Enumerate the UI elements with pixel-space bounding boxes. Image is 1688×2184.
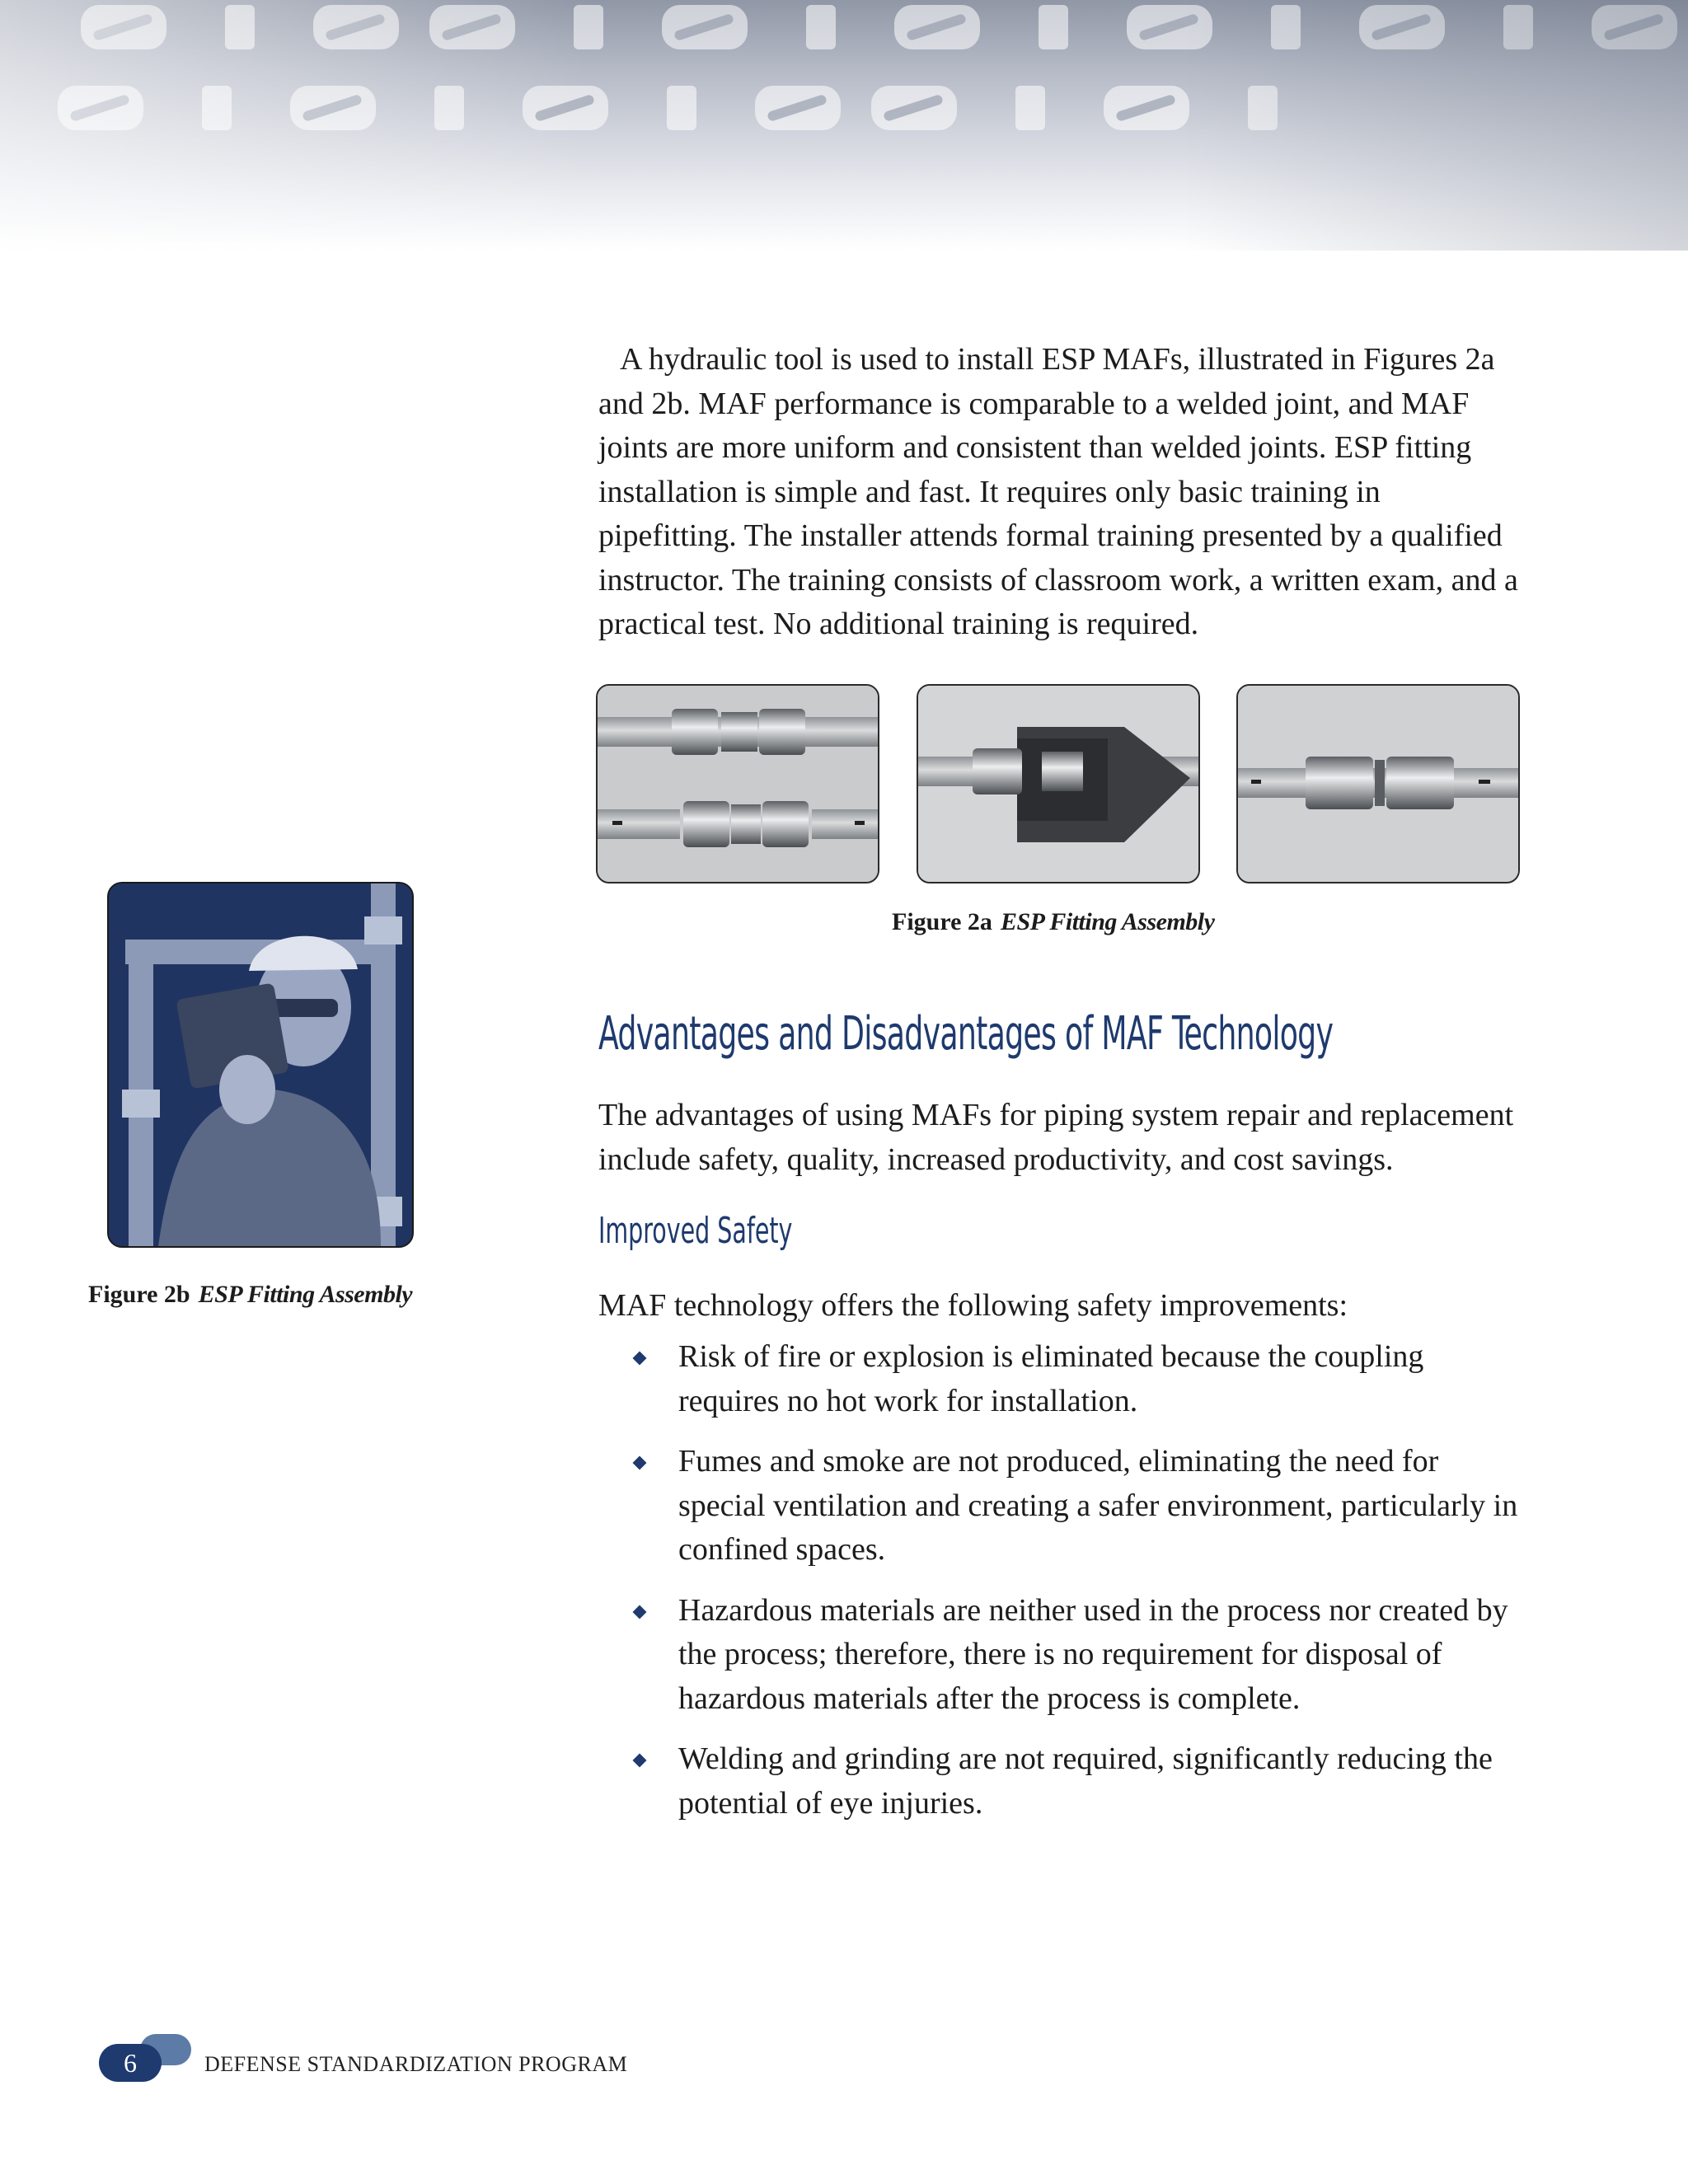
bullet-text: Hazardous materials are neither used in the process nor created by the process; therefore, there is no requirement for disposal of hazardous materials after the process is complete. — [678, 1592, 1508, 1716]
figure-2a-photo-1 — [596, 684, 879, 883]
binary-banner — [0, 0, 1688, 251]
bullet-text: Fumes and smoke are not produced, eliminating the need for special ventilation and creating a safer environment, particularly in confined spaces. — [678, 1444, 1518, 1567]
intro-paragraph: A hydraulic tool is used to install ESP MAFs, illustrated in Figures 2a and 2b. MAF performance is comparable to a welded joint, and MAF joints are more uniform and consistent than welded joints. ESP fitting installation is simple and fast. It requires only basic training in pipefitting. The installer attends formal training presented by a qualified instructor. The training consists of classroom work, a written exam, and a practical test. No additional training is required. — [598, 342, 1518, 641]
figure-2a-photo-2 — [917, 684, 1200, 883]
binary-row-top — [81, 5, 1688, 49]
diamond-bullet-icon — [633, 1352, 647, 1366]
list-item — [598, 1589, 1522, 1722]
safety-bullet-list — [598, 1335, 1522, 1842]
section-heading: Advantages and Disadvantages of MAF Technology — [598, 1007, 1334, 1061]
figure-2a-title: ESP Fitting Assembly — [1000, 908, 1215, 935]
figure-2b-title: ESP Fitting Assembly — [198, 1281, 413, 1308]
bullet-text: Welding and grinding are not required, significantly reducing the potential of eye injuries. — [678, 1741, 1493, 1821]
figure-2b-number: Figure 2b — [88, 1281, 190, 1308]
list-item — [598, 1737, 1522, 1825]
diamond-bullet-icon — [633, 1754, 647, 1768]
figure-2a-photo-3 — [1236, 684, 1520, 883]
hydraulic-tool-image — [918, 686, 1198, 882]
figure-2a-caption — [892, 908, 1214, 936]
worker-with-tool-image — [109, 883, 412, 1246]
figure-2a-number: Figure 2a — [892, 908, 992, 935]
diamond-bullet-icon — [633, 1605, 647, 1619]
figure-2b-photo — [107, 882, 414, 1248]
list-item — [598, 1335, 1522, 1423]
subsection-heading: Improved Safety — [598, 1210, 793, 1252]
bullet-text: Risk of fire or explosion is eliminated because the coupling requires no hot work for installation. — [678, 1339, 1424, 1418]
diamond-bullet-icon — [633, 1456, 647, 1470]
list-item — [598, 1440, 1522, 1572]
footer-label: DEFENSE STANDARDIZATION PROGRAM — [204, 2052, 628, 2076]
binary-row-bottom — [58, 86, 1688, 130]
page-number: 6 — [99, 2044, 162, 2082]
installed-coupling-image — [1238, 686, 1518, 882]
pipe-coupling-image — [598, 686, 878, 882]
figure-2b-caption — [88, 1281, 412, 1309]
safety-intro-paragraph: MAF technology offers the following safety improvements: — [598, 1288, 1348, 1323]
advantages-paragraph: The advantages of using MAFs for piping system repair and replacement include safety, quality, increased productivity, and cost savings. — [598, 1098, 1514, 1177]
